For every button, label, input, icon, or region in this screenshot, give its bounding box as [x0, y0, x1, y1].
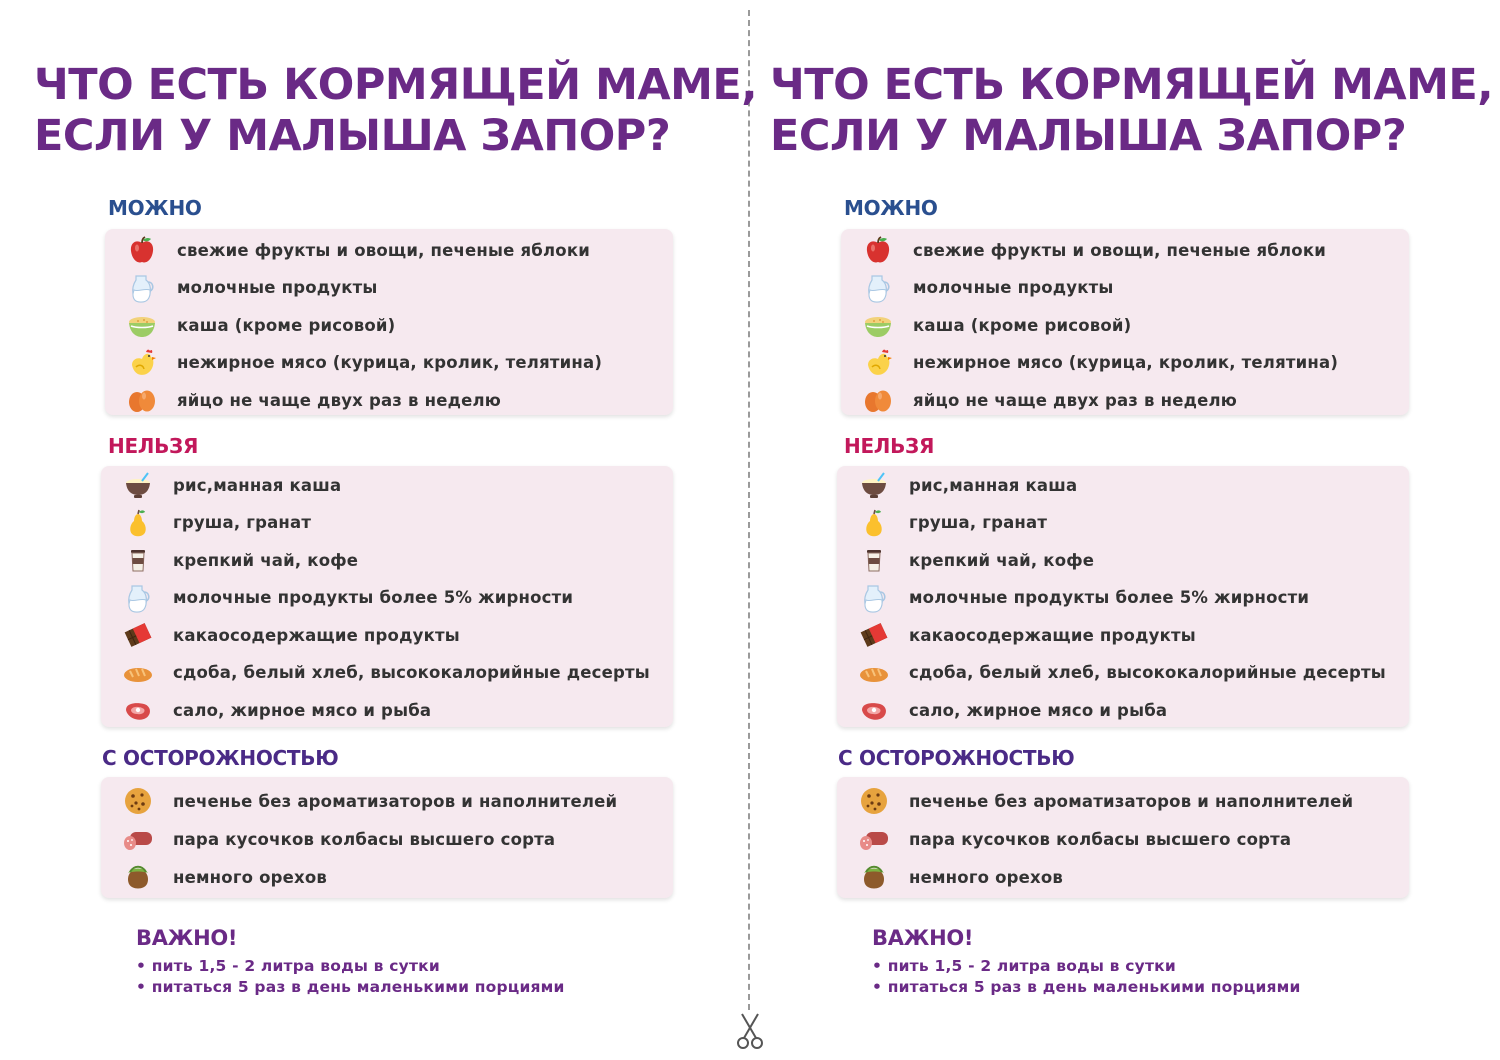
rice-bowl-icon: [121, 468, 155, 502]
list-item: [105, 308, 673, 342]
list-item-label: немного орехов: [173, 867, 328, 887]
section-box-caution: [101, 777, 673, 898]
list-item: [105, 383, 673, 417]
apple-icon: [125, 233, 159, 267]
list-item-label: сдоба, белый хлеб, высококалорийные десерты: [909, 663, 1386, 682]
list-item-label: молочные продукты: [177, 278, 378, 297]
list-item: [105, 346, 673, 380]
important-title: ВАЖНО!: [136, 926, 238, 950]
section-heading-caution: С ОСТОРОЖНОСТЬЮ: [102, 746, 339, 770]
list-item: [101, 468, 673, 502]
list-item: [101, 543, 673, 577]
page-title: [34, 60, 758, 162]
eggs-icon: [861, 383, 895, 417]
list-item: [841, 383, 1409, 417]
list-item: [841, 308, 1409, 342]
important-line: • пить 1,5 - 2 литра воды в сутки: [136, 957, 440, 975]
cookie-icon: [121, 784, 155, 818]
important-note: [136, 926, 565, 998]
list-item-label: яйцо не чаще двух раз в неделю: [177, 390, 502, 410]
chocolate-icon: [121, 618, 155, 652]
list-item-label: сало, жирное мясо и рыба: [173, 700, 432, 720]
list-item-label: какаосодержащие продукты: [909, 625, 1196, 645]
title-line-1: ЧТО ЕСТЬ КОРМЯЩЕЙ МАМЕ,: [34, 60, 758, 110]
list-item: [101, 618, 673, 652]
section-heading-allowed: МОЖНО: [108, 196, 202, 220]
porridge-bowl-icon: [861, 308, 895, 342]
title-line-1: ЧТО ЕСТЬ КОРМЯЩЕЙ МАМЕ,: [770, 60, 1494, 110]
section-box-forbidden: [837, 466, 1409, 727]
list-item-label: нежирное мясо (курица, кролик, телятина): [177, 353, 603, 372]
list-item-label: груша, гранат: [909, 513, 1048, 532]
sausage-icon: [857, 822, 891, 856]
list-item: [837, 468, 1409, 502]
chocolate-icon: [857, 618, 891, 652]
section-heading-forbidden: НЕЛЬЗЯ: [844, 434, 935, 458]
cookie-icon: [857, 784, 891, 818]
sausage-icon: [121, 822, 155, 856]
list-item: [837, 581, 1409, 615]
list-item-label: крепкий чай, кофе: [909, 550, 1095, 570]
list-item: [837, 822, 1409, 856]
list-item: [101, 693, 673, 727]
milk-jug-icon: [857, 581, 891, 615]
list-item: [837, 506, 1409, 540]
pear-icon: [857, 506, 891, 540]
list-item-label: груша, гранат: [173, 513, 312, 532]
porridge-bowl-icon: [125, 308, 159, 342]
pear-icon: [121, 506, 155, 540]
list-item: [101, 506, 673, 540]
list-item-label: крепкий чай, кофе: [173, 550, 359, 570]
list-item: [101, 581, 673, 615]
list-item-label: пара кусочков колбасы высшего сорта: [173, 829, 556, 849]
list-item-label: рис,манная каша: [909, 475, 1078, 495]
bread-icon: [121, 656, 155, 690]
milk-jug-icon: [121, 581, 155, 615]
milk-jug-icon: [125, 271, 159, 305]
list-item-label: молочные продукты: [913, 278, 1114, 297]
list-item-label: свежие фрукты и овощи, печеные яблоки: [913, 240, 1326, 260]
page-title: [770, 60, 1494, 162]
important-title: ВАЖНО!: [872, 926, 974, 950]
milk-jug-icon: [861, 271, 895, 305]
list-item: [841, 346, 1409, 380]
list-item: [101, 860, 673, 894]
list-item-label: молочные продукты более 5% жирности: [173, 588, 574, 607]
card-right: [736, 0, 1494, 1060]
list-item-label: молочные продукты более 5% жирности: [909, 588, 1310, 607]
list-item-label: яйцо не чаще двух раз в неделю: [913, 390, 1238, 410]
list-item-label: нежирное мясо (курица, кролик, телятина): [913, 353, 1339, 372]
list-item-label: печенье без ароматизаторов и наполнителей: [173, 791, 618, 811]
section-box-caution: [837, 777, 1409, 898]
hazelnut-icon: [857, 860, 891, 894]
section-heading-allowed: МОЖНО: [844, 196, 938, 220]
list-item-label: свежие фрукты и овощи, печеные яблоки: [177, 240, 590, 260]
list-item-label: сало, жирное мясо и рыба: [909, 700, 1168, 720]
eggs-icon: [125, 383, 159, 417]
apple-icon: [861, 233, 895, 267]
list-item: [837, 618, 1409, 652]
list-item-label: рис,манная каша: [173, 475, 342, 495]
coffee-cup-icon: [857, 543, 891, 577]
list-item: [837, 784, 1409, 818]
section-box-allowed: [841, 229, 1409, 415]
title-line-2: ЕСЛИ У МАЛЫША ЗАПОР?: [34, 111, 671, 161]
list-item: [837, 860, 1409, 894]
list-item: [101, 784, 673, 818]
list-item-label: каша (кроме рисовой): [177, 315, 396, 335]
bread-icon: [857, 656, 891, 690]
list-item-label: каша (кроме рисовой): [913, 315, 1132, 335]
list-item-label: пара кусочков колбасы высшего сорта: [909, 829, 1292, 849]
steak-icon: [121, 693, 155, 727]
list-item: [105, 233, 673, 267]
list-item: [837, 543, 1409, 577]
hazelnut-icon: [121, 860, 155, 894]
title-line-2: ЕСЛИ У МАЛЫША ЗАПОР?: [770, 111, 1407, 161]
section-heading-caution: С ОСТОРОЖНОСТЬЮ: [838, 746, 1075, 770]
list-item-label: немного орехов: [909, 867, 1064, 887]
important-line: • питаться 5 раз в день маленькими порциями: [136, 978, 565, 996]
list-item: [837, 693, 1409, 727]
important-line: • пить 1,5 - 2 литра воды в сутки: [872, 957, 1176, 975]
coffee-cup-icon: [121, 543, 155, 577]
section-heading-forbidden: НЕЛЬЗЯ: [108, 434, 199, 458]
list-item: [837, 656, 1409, 690]
chicken-icon: [125, 346, 159, 380]
list-item: [101, 656, 673, 690]
rice-bowl-icon: [857, 468, 891, 502]
list-item-label: печенье без ароматизаторов и наполнителей: [909, 791, 1354, 811]
list-item: [841, 271, 1409, 305]
list-item: [101, 822, 673, 856]
important-line: • питаться 5 раз в день маленькими порциями: [872, 978, 1301, 996]
section-box-allowed: [105, 229, 673, 415]
chicken-icon: [861, 346, 895, 380]
list-item-label: какаосодержащие продукты: [173, 625, 460, 645]
steak-icon: [857, 693, 891, 727]
important-note: [872, 926, 1301, 998]
list-item-label: сдоба, белый хлеб, высококалорийные десерты: [173, 663, 650, 682]
section-box-forbidden: [101, 466, 673, 727]
list-item: [841, 233, 1409, 267]
list-item: [105, 271, 673, 305]
